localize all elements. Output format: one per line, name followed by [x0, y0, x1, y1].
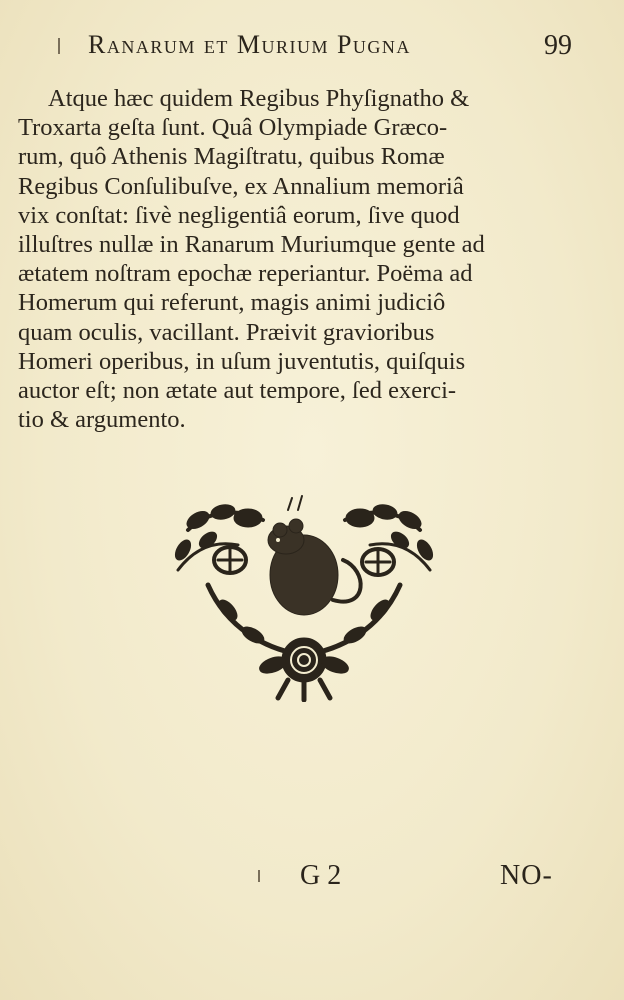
running-title: Ranarum et Murium Pugna	[88, 30, 411, 59]
text-line: auctor eſt; non ætate aut tempore, ſed exerci-	[18, 377, 457, 405]
text-line: ætatem noſtram epochæ reperiantur. Poëma ad	[18, 260, 473, 288]
text-line: Homerum qui referunt, magis animi judiciô	[18, 289, 446, 317]
margin-mark	[258, 870, 260, 882]
text-line: rum, quô Athenis Magiſtratu, quibus Romæ	[18, 143, 445, 171]
text-line: quam oculis, vacillant. Præivit gravioribus	[18, 318, 435, 346]
text-line: illuſtres nullæ in Ranarum Muriumque gente ad	[18, 231, 485, 259]
text-line: vix conſtat: ſivè negligentiâ eorum, ſive quod	[18, 201, 460, 229]
page-header	[0, 30, 624, 70]
page-footer	[0, 860, 624, 900]
signature-mark: G 2	[300, 860, 342, 891]
text-line: tio & argumento.	[18, 406, 186, 434]
body-paragraph	[18, 84, 588, 434]
text-line: Troxarta geſta ſunt. Quâ Olympiade Græco-	[18, 114, 448, 142]
catchword: NO-	[500, 860, 553, 891]
text-line: Homeri operibus, in uſum juventutis, quiſquis	[18, 347, 466, 375]
mouse-in-floral-wreath-icon	[168, 490, 440, 702]
margin-mark	[58, 38, 60, 54]
page-number: 99	[544, 30, 572, 61]
text-line: Atque hæc quidem Regibus Phyſignatho &	[48, 85, 470, 112]
text-line: Regibus Conſulibuſve, ex Annalium memoriâ	[18, 172, 464, 200]
